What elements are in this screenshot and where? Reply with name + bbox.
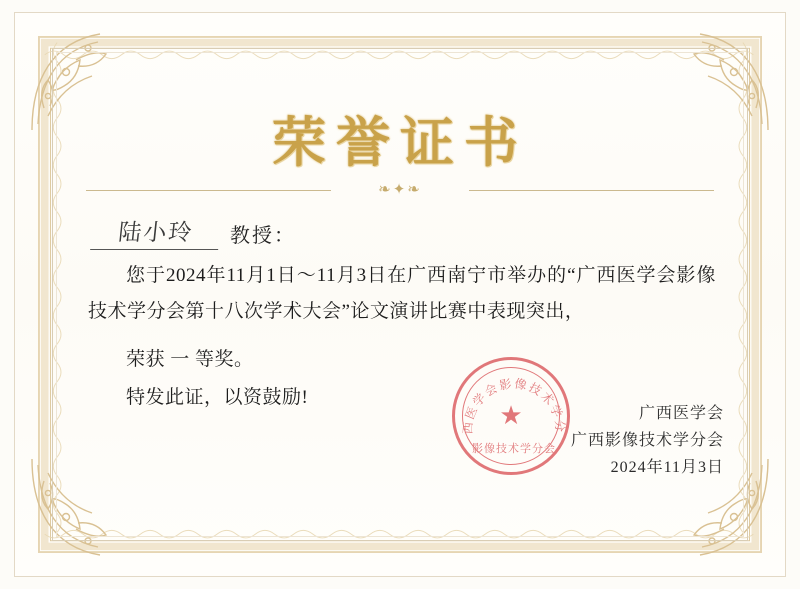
recipient-name: 陆小玲 (90, 214, 222, 250)
body-paragraph-2: 荣获 一 等奖。 (126, 349, 254, 370)
divider-line-left (86, 190, 331, 191)
recipient-title-suffix: 教授： (230, 225, 296, 247)
signature-organization: 广西医学会 (638, 405, 724, 422)
signature-date: 2024年11月3日 (610, 459, 724, 476)
signature-lines (571, 400, 724, 481)
certificate-title: 荣誉证书 (272, 113, 528, 173)
title-divider (86, 180, 714, 200)
divider-ornament-icon: ❧✦❧ (378, 182, 422, 198)
body-paragraph-1: 您于2024年11月1日～11月3日在广西南宁市举办的“广西医学会影像技术学分会第十八次学术大会”论文演讲比赛中表现突出， (88, 265, 716, 322)
certificate-content (56, 52, 744, 537)
seal-star-icon: ★ (499, 401, 523, 430)
certificate-closing: 特发此证，以资鼓励! (126, 387, 309, 408)
svg-text:广西医学会影像技术学分会: 广西医学会影像技术学分会 (447, 349, 568, 435)
official-seal-icon (447, 349, 570, 475)
signature-block (424, 351, 724, 481)
seal-bottom-text: 影像技术学分会 (472, 443, 556, 455)
recipient-row (92, 214, 296, 250)
signature-branch: 广西影像技术学分会 (570, 432, 724, 449)
divider-line-right (469, 190, 714, 191)
